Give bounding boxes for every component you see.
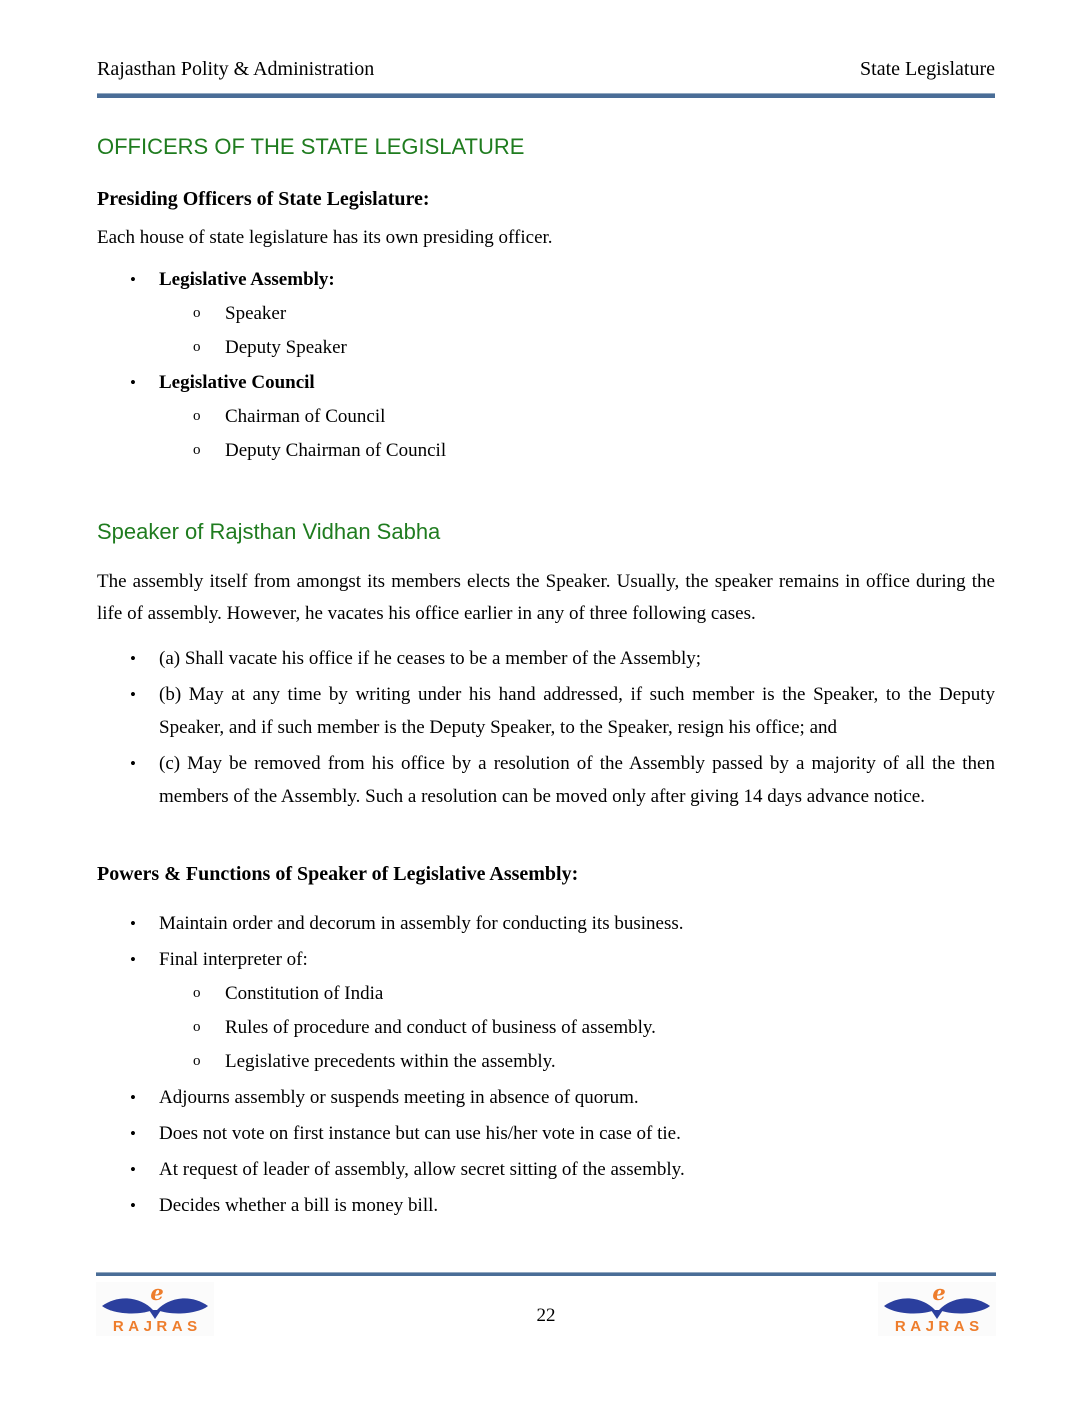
header-title-left: Rajasthan Polity & Administration xyxy=(97,58,375,80)
list-subitem-label: Deputy Chairman of Council xyxy=(225,440,447,461)
list-item xyxy=(97,747,995,813)
list-subitem xyxy=(97,1011,995,1044)
list-subitem xyxy=(97,297,995,330)
speaker-paragraph: The assembly itself from amongst its members elects the Speaker. Usually, the speaker remains in office during the life of assembly. However, he vacates his office earlier in any of three following cases. xyxy=(97,571,995,624)
list-item-label: Legislative Assembly: xyxy=(159,269,335,290)
rajras-logo-text: RAJRAS xyxy=(112,1318,202,1335)
section-title-speaker: Speaker of Rajsthan Vidhan Sabha xyxy=(97,519,441,544)
list-subitem-label: Rules of procedure and conduct of business of assembly. xyxy=(225,1017,656,1038)
sub-bullet-icon: o xyxy=(193,442,201,458)
list-item-text: (a) Shall vacate his office if he ceases to be a member of the Assembly; xyxy=(159,648,702,669)
bullet-icon: • xyxy=(130,685,136,704)
bullet-icon: • xyxy=(130,950,136,969)
sub-bullet-icon: o xyxy=(193,305,201,321)
list-item xyxy=(97,1189,995,1222)
header-rule xyxy=(97,93,995,98)
bullet-icon: • xyxy=(130,1196,136,1215)
list-item xyxy=(97,1153,995,1186)
presiding-officers-list xyxy=(97,263,995,467)
list-subitem-label: Constitution of India xyxy=(225,983,384,1004)
list-item-text: At request of leader of assembly, allow secret sitting of the assembly. xyxy=(159,1159,685,1180)
rajras-logo-right xyxy=(878,1282,996,1336)
list-subitem xyxy=(97,1045,995,1078)
bullet-icon: • xyxy=(130,1088,136,1107)
page-footer xyxy=(96,1272,996,1336)
svg-text:e: e xyxy=(932,1285,946,1305)
footer-rule xyxy=(96,1272,996,1276)
subheading-powers-functions: Powers & Functions of Speaker of Legislative Assembly: xyxy=(97,863,579,885)
list-subitem-label: Legislative precedents within the assembly. xyxy=(225,1051,556,1072)
intro-text: Each house of state legislature has its own presiding officer. xyxy=(97,227,553,248)
list-item xyxy=(97,678,995,744)
vacate-cases-list xyxy=(97,642,995,813)
list-subitem xyxy=(97,434,995,467)
list-item-text: Adjourns assembly or suspends meeting in absence of quorum. xyxy=(159,1087,639,1108)
header-title-right: State Legislature xyxy=(860,58,995,80)
list-subitem xyxy=(97,977,995,1010)
list-item-text: Maintain order and decorum in assembly for conducting its business. xyxy=(159,913,684,934)
list-item xyxy=(97,642,995,675)
list-subitem-label: Chairman of Council xyxy=(225,406,386,427)
bullet-icon: • xyxy=(130,649,136,668)
list-subitem-label: Speaker xyxy=(225,303,287,324)
list-subitem xyxy=(97,400,995,433)
list-item xyxy=(97,366,995,399)
list-item xyxy=(97,943,995,976)
subheading-presiding-officers: Presiding Officers of State Legislature: xyxy=(97,188,430,210)
rajras-logo-left xyxy=(96,1282,214,1336)
page-number: 22 xyxy=(536,1305,556,1326)
sub-bullet-icon: o xyxy=(193,1019,201,1035)
bullet-icon: • xyxy=(130,270,136,289)
powers-list xyxy=(97,907,995,1222)
list-item-text: (b) May at any time by writing under his hand addressed, if such member is the Speaker, to the Deputy Speaker, and if such member is the Deputy Speaker, to the Speaker, resign his office; and xyxy=(159,684,995,738)
list-item xyxy=(97,263,995,296)
section-title-officers: OFFICERS OF THE STATE LEGISLATURE xyxy=(97,134,525,159)
bullet-icon: • xyxy=(130,1124,136,1143)
sub-bullet-icon: o xyxy=(193,1053,201,1069)
list-item xyxy=(97,907,995,940)
bullet-icon: • xyxy=(130,1160,136,1179)
sub-bullet-icon: o xyxy=(193,985,201,1001)
page-header xyxy=(97,56,995,82)
list-item-text: Does not vote on first instance but can use his/her vote in case of tie. xyxy=(159,1123,681,1144)
bullet-icon: • xyxy=(130,914,136,933)
list-item xyxy=(97,1117,995,1150)
bullet-icon: • xyxy=(130,373,136,392)
list-subitem xyxy=(97,331,995,364)
bullet-icon: • xyxy=(130,754,136,773)
sub-bullet-icon: o xyxy=(193,339,201,355)
sub-bullet-icon: o xyxy=(193,408,201,424)
rajras-logo-text: RAJRAS xyxy=(894,1318,984,1335)
list-item-text: (c) May be removed from his office by a resolution of the Assembly passed by a majority of all the then members of the Assembly. Such a resolution can be moved only after giving 14 days advance notice. xyxy=(159,753,995,807)
list-item-text: Final interpreter of: xyxy=(159,949,308,970)
list-item-label: Legislative Council xyxy=(159,372,315,393)
list-item-text: Decides whether a bill is money bill. xyxy=(159,1195,439,1216)
list-item xyxy=(97,1081,995,1114)
list-subitem-label: Deputy Speaker xyxy=(225,337,347,358)
svg-text:e: e xyxy=(150,1285,164,1305)
